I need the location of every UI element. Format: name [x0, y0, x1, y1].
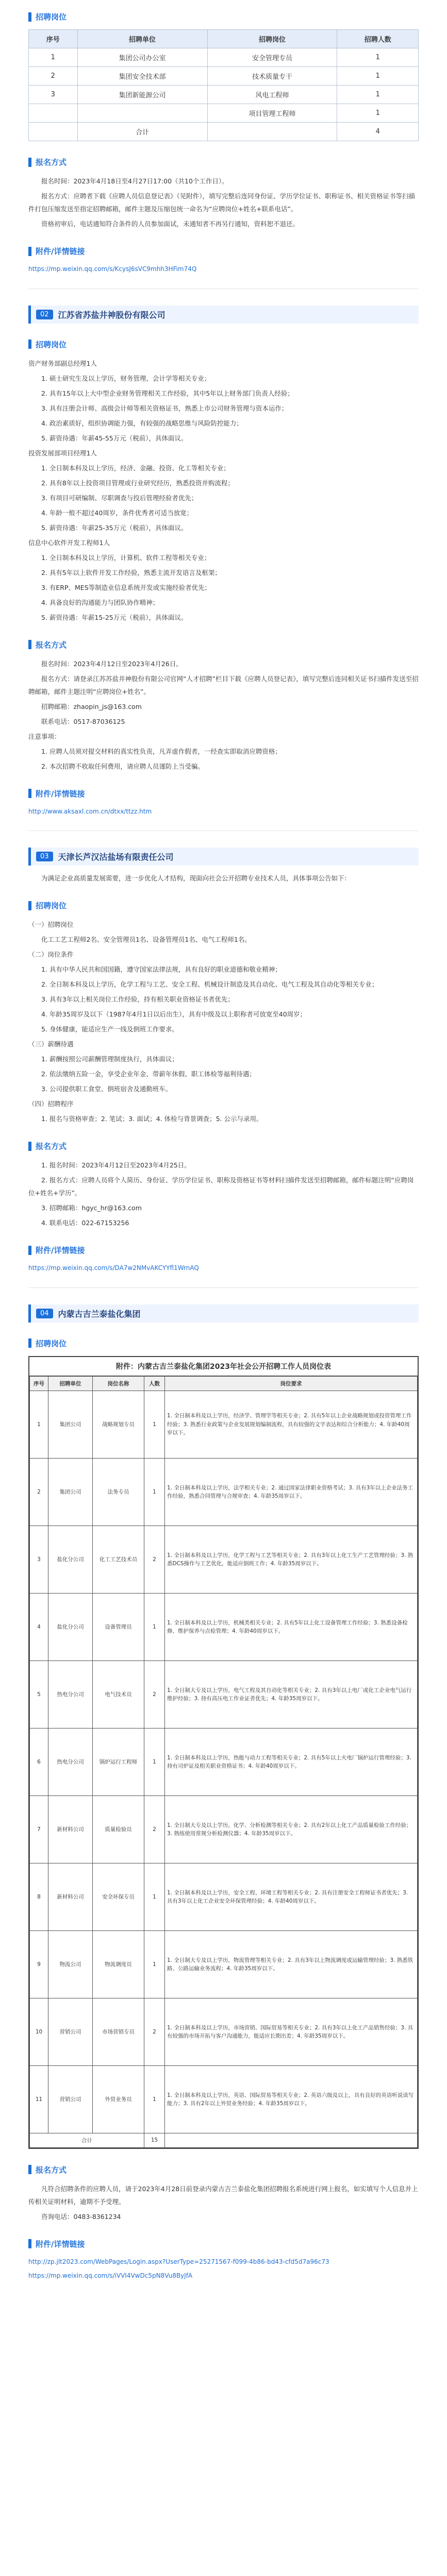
table-cell: 3 [30, 1526, 48, 1593]
paragraph: 1. 报名与资格审查；2. 笔试；3. 面试；4. 体检与背景调查；5. 公示与录用。 [41, 1115, 263, 1123]
paragraph: 4. 具备良好的沟通能力与团队协作精神； [41, 598, 159, 606]
section-bar [28, 1338, 31, 1348]
paragraph: 联系电话：0517-87036125 [41, 717, 125, 725]
table-header-cell: 序号 [30, 1376, 48, 1391]
table-cell: 1. 全日制本科及以上学历，法学相关专业；2. 通过国家法律职业资格考试；3. 具有3年以上企业法务工作经验，熟悉合同管理与合规审查；4. 年龄35周岁以下。 [165, 1458, 418, 1526]
paragraph: 5. 身体健康，能适应生产一线及倒班工作要求。 [41, 1025, 178, 1033]
table-cell: 安全环保专员 [93, 1863, 144, 1930]
table-cell: 营销公司 [48, 2065, 93, 2133]
table-cell: 1 [144, 2065, 165, 2133]
table-cell: 5 [30, 1660, 48, 1728]
table-cell: 1 [337, 104, 419, 123]
company-number: 02 [36, 310, 53, 319]
table-row [30, 1728, 418, 1795]
paragraph: 4. 年龄35周岁及以下（1987年4月1日以后出生），具有中级及以上职称者可放宽至40周岁； [41, 1010, 307, 1019]
table-row [29, 86, 419, 104]
company-name: 江苏省苏盐井神股份有限公司 [58, 310, 165, 320]
section-bar [28, 158, 31, 167]
table-cell: 7 [30, 1795, 48, 1863]
section-title: 附件/详情链接 [36, 1246, 85, 1256]
section-header [28, 639, 419, 650]
section-header [28, 339, 419, 350]
table-cell [207, 123, 337, 141]
table-cell: 集团安全技术部 [77, 67, 207, 86]
company-header [28, 1304, 419, 1323]
paragraph: 资产财务部副总经理1人 [28, 359, 97, 367]
paragraph: 3. 有项目可研编制、尽职调查与投后管理经验者优先； [41, 494, 198, 502]
paragraph: 2. 具有8年以上投资项目管理或行业研究经历，熟悉投资并购流程； [41, 479, 234, 487]
paragraph: 咨询电话：0483-8361234 [41, 2212, 121, 2221]
table-cell: 1. 全日制本科及以上学历，市场营销、国际贸易等相关专业；2. 具有3年以上化工产品销售经验；3. 具有较强的市场开拓与客户沟通能力，能适应长期出差；4. 年龄35周岁以下。 [165, 1998, 418, 2065]
paragraph: 3. 具有注册会计师、高级会计师等相关资格证书，熟悉上市公司财务管理与资本运作； [41, 404, 288, 412]
posts-text [28, 357, 419, 624]
table-cell: 1. 全日制大专及以上学历，物流管理等相关专业；2. 具有3年以上物流调度或运输管理经验；3. 熟悉铁路、公路运输业务流程；4. 年龄35周岁以下。 [165, 1930, 418, 1998]
table-cell: 合计 [77, 123, 207, 141]
section-title: 报名方式 [36, 640, 67, 650]
table-cell: 热电分公司 [48, 1660, 93, 1728]
paragraph: 4. 联系电话：022-67153256 [41, 1219, 129, 1227]
table-cell: 集团公司 [48, 1458, 93, 1526]
table-cell: 2 [30, 1458, 48, 1526]
posts-table [29, 1376, 418, 2148]
section-title: 招聘岗位 [36, 901, 67, 911]
paragraph: 1. 应聘人员须对提交材料的真实性负责，凡弄虚作假者，一经查实即取消应聘资格； [41, 747, 282, 755]
table-cell: 9 [30, 1930, 48, 1998]
table-cell: 锅炉运行工程师 [93, 1728, 144, 1795]
detail-link[interactable]: http://www.aksaxl.com.cn/dtxx/ttzz.htm [28, 807, 152, 815]
company-number: 03 [36, 852, 53, 861]
section-header [28, 157, 419, 167]
paragraph: 报名时间：2023年4月12日至2023年4月26日。 [41, 659, 183, 668]
table-cell: 1. 全日制本科及以上学历，经济学、管理学等相关专业；2. 具有5年以上企业战略规划或投资管理工作经验；3. 熟悉行业政策与企业发展规划编制流程，具有较强的文字表达和综合分析能力；4. 年龄40周岁以下。 [165, 1391, 418, 1458]
table-row [30, 1660, 418, 1728]
detail-link[interactable]: https://mp.weixin.qq.com/s/iVVI4VwDc5pN8Vu8ByJfA [28, 2272, 193, 2280]
table-cell: 1. 全日制大专及以上学历，化学、分析检测等相关专业；2. 具有2年以上化工产品质量检验工作经验；3. 熟练使用常规分析检测仪器；4. 年龄35周岁以下。 [165, 1795, 418, 1863]
table-cell: 设备管理员 [93, 1593, 144, 1660]
content [0, 11, 447, 2282]
table-header-cell: 招聘人数 [337, 30, 419, 48]
paragraph: 1. 具有中华人民共和国国籍，遵守国家法律法规，具有良好的职业道德和敬业精神； [41, 965, 282, 974]
posts-text [28, 918, 419, 1125]
section-title: 报名方式 [36, 2165, 67, 2175]
table-cell: 1 [144, 1458, 165, 1526]
paragraph: 信息中心软件开发工程师1人 [28, 538, 110, 547]
table-cell: 1. 全日制大专及以上学历，电气工程及其自动化等相关专业；2. 具有3年以上电厂或化工企业电气运行维护经验；3. 持有高压电工作业证者优先；4. 年龄35周岁以下。 [165, 1660, 418, 1728]
table-row [30, 1458, 418, 1526]
table-cell: 盐化分公司 [48, 1526, 93, 1593]
section-bar [28, 640, 31, 649]
method-text [28, 175, 419, 230]
method-text [28, 1159, 419, 1229]
table-row [30, 1391, 418, 1458]
table-cell [29, 104, 78, 123]
table-row [29, 67, 419, 86]
table-row [29, 48, 419, 67]
section-header [28, 900, 419, 911]
section-title: 招聘岗位 [36, 12, 67, 22]
table-cell: 技术质量专干 [207, 67, 337, 86]
table-cell: 1. 全日制本科及以上学历，安全工程、环境工程等相关专业；2. 具有注册安全工程师证书者优先；3. 具有3年以上化工企业安全环保管理经验；4. 年龄40周岁以下。 [165, 1863, 418, 1930]
section-header [28, 1338, 419, 1349]
table-cell: 1 [144, 1863, 165, 1930]
table-row [30, 1526, 418, 1593]
table-cell: 新材料公司 [48, 1795, 93, 1863]
company-number: 04 [36, 1309, 53, 1318]
section-title: 招聘岗位 [36, 340, 67, 349]
paragraph: 资格初审后，电话通知符合条件的人员参加面试，未通知者不再另行通知，资料恕不退还。 [41, 220, 300, 228]
table-cell: 1 [144, 1728, 165, 1795]
section-bar [28, 789, 31, 798]
paragraph: 2. 依法缴纳五险一金，享受企业年金、带薪年休假、职工体检等福利待遇； [41, 1070, 256, 1078]
table-cell: 风电工程师 [207, 86, 337, 104]
table-row [30, 1930, 418, 1998]
paragraph: 1. 薪酬按照公司薪酬管理制度执行，具体面议； [41, 1055, 178, 1063]
table-cell: 1 [144, 1391, 165, 1458]
table-cell: 1 [337, 67, 419, 86]
table-cell: 6 [30, 1728, 48, 1795]
section-bar [28, 1142, 31, 1151]
table-cell: 1 [337, 86, 419, 104]
section-header [28, 1141, 419, 1151]
intro-text: 为满足企业高质量发展需要，进一步优化人才结构，现面向社会公开招聘专业技术人员，具体事项公告如下： [41, 874, 351, 883]
paragraph: 1. 全日制本科及以上学历，计算机、软件工程等相关专业； [41, 553, 211, 562]
table-cell: 1. 全日制本科及以上学历，化学工程与工艺等相关专业；2. 具有3年以上化工生产工艺管理经验；3. 熟悉DCS操作与工艺优化，能适应倒班工作；4. 年龄35周岁以下。 [165, 1526, 418, 1593]
section-bar [28, 1246, 31, 1255]
paragraph: 报名方式：请登录江苏苏盐井神股份有限公司官网“人才招聘”栏目下载《应聘人员登记表》，填写完整后连同相关证书扫描件发送至招聘邮箱，邮件主题注明“应聘岗位+姓名”。 [28, 674, 419, 696]
paragraph: 投资发展部项目经理1人 [28, 449, 97, 457]
table-cell: 4 [337, 123, 419, 141]
paragraph: 4. 年龄一般不超过40周岁，条件优秀者可适当放宽； [41, 509, 193, 517]
table-cell: 新材料公司 [48, 1863, 93, 1930]
table-cell: 营销公司 [48, 1998, 93, 2065]
table-row [30, 1863, 418, 1930]
table-header-cell: 人数 [144, 1376, 165, 1391]
posts-table [28, 29, 419, 141]
table-row [29, 123, 419, 141]
paragraph: 招聘邮箱：zhaopin_js@163.com [41, 702, 142, 710]
detail-link[interactable]: https://mp.weixin.qq.com/s/DA7w2NMvAKCYYfl1WrnAQ [28, 1264, 199, 1272]
paragraph: （四）招聘程序 [28, 1100, 74, 1108]
table-cell: 1 [29, 48, 78, 67]
table-cell: 集团新能源公司 [77, 86, 207, 104]
table-header-cell: 岗位名称 [93, 1376, 144, 1391]
table-cell: 2 [144, 1526, 165, 1593]
table-row [30, 2133, 418, 2147]
table-cell: 15 [144, 2133, 165, 2147]
divider [28, 1287, 419, 1288]
table-header-cell: 岗位要求 [165, 1376, 418, 1391]
table-header-cell: 招聘岗位 [207, 30, 337, 48]
table-cell: 4 [30, 1593, 48, 1660]
table-header-cell: 序号 [29, 30, 78, 48]
table-cell: 1 [337, 48, 419, 67]
table-cell: 安全管理专员 [207, 48, 337, 67]
table-cell: 1 [144, 1930, 165, 1998]
paragraph: 报名时间：2023年4月18日至4月27日17:00（共10个工作日）。 [41, 177, 228, 185]
section-header [28, 788, 419, 799]
table-cell: 集团公司办公室 [77, 48, 207, 67]
table-row [30, 1998, 418, 2065]
table-cell: 热电分公司 [48, 1728, 93, 1795]
detail-link[interactable]: http://zp.jlt2023.com/WebPages/Login.aspx?UserType=25271567-f099-4b86-bd43-cfd5d7a96c73 [28, 2258, 329, 2265]
section-bar [28, 247, 31, 256]
section-title: 报名方式 [36, 1142, 67, 1151]
section-bar [28, 340, 31, 349]
paragraph: 报名方式：应聘者下载《应聘人员信息登记表》（见附件），填写完整后连同身份证、学历学位证书、职称证书、相关资格证书等扫描件打包压缩发送至指定招聘邮箱，邮件主题及压缩包统一命名为“应聘岗位+姓名+联系电话”。 [28, 192, 416, 213]
table-header-cell: 招聘单位 [77, 30, 207, 48]
section-header [28, 1245, 419, 1256]
paragraph: 注意事项： [28, 732, 61, 740]
table-row [30, 2065, 418, 2133]
paragraph: 3. 招聘邮箱：hgyc_hr@163.com [41, 1204, 142, 1212]
table-cell: 1. 全日制本科及以上学历，机械类相关专业；2. 具有5年以上化工设备管理工作经验；3. 熟悉设备检修、维护保养与点检管理；4. 年龄40周岁以下。 [165, 1593, 418, 1660]
paragraph: 2. 具有5年以上软件开发工作经验，熟悉主流开发语言及框架； [41, 568, 221, 577]
table-cell: 化工工艺技术员 [93, 1526, 144, 1593]
table-cell: 物流公司 [48, 1930, 93, 1998]
table-cell: 1. 全日制本科及以上学历，英语、国际贸易等相关专业；2. 英语六级及以上，具有良好的英语听说读写能力；3. 具有2年以上外贸业务经验；4. 年龄35周岁以下。 [165, 2065, 418, 2133]
table-cell: 1. 全日制本科及以上学历，热能与动力工程等相关专业；2. 具有5年以上火电厂锅炉运行管理经验；3. 持有司炉证及相关职业资格证书；4. 年龄40周岁以下。 [165, 1728, 418, 1795]
table-cell: 盐化分公司 [48, 1593, 93, 1660]
method-text [28, 2182, 419, 2223]
table-cell: 10 [30, 1998, 48, 2065]
paragraph: 5. 薪资待遇：年薪45-55万元（税前），具体面议。 [41, 434, 188, 442]
paragraph: 1. 报名时间：2023年4月12日至2023年4月25日。 [41, 1161, 191, 1170]
paragraph: 2. 本次招聘不收取任何费用，请应聘人员谨防上当受骗。 [41, 762, 204, 770]
paragraph: 2. 具有15年以上大中型企业财务管理相关工作经验，其中5年以上财务部门负责人经验； [41, 389, 294, 397]
section-title: 附件/详情链接 [36, 2239, 85, 2249]
paragraph: （三）薪酬待遇 [28, 1040, 74, 1048]
paragraph: 5. 薪资待遇：年薪15-25万元（税前），具体面议。 [41, 613, 188, 621]
section-title: 附件/详情链接 [36, 247, 85, 256]
paragraph: （一）招聘岗位 [28, 921, 74, 929]
table-row [29, 104, 419, 123]
paragraph: 3. 具有3年以上相关岗位工作经验，持有相关职业资格证书者优先； [41, 995, 234, 1004]
paragraph: （二）岗位条件 [28, 951, 74, 959]
table-cell: 8 [30, 1863, 48, 1930]
table-cell: 电气技术员 [93, 1660, 144, 1728]
company-name: 天津长芦汉沽盐场有限责任公司 [58, 852, 174, 862]
section-title: 附件/详情链接 [36, 789, 85, 799]
detail-link[interactable]: https://mp.weixin.qq.com/s/KcysJ6sVC9mhh3HFim74Q [28, 265, 197, 273]
table-title: 附件：内蒙古吉兰泰盐化集团2023年社会公开招聘工作人员岗位表 [29, 1357, 418, 1376]
table-header-cell: 招聘单位 [48, 1376, 93, 1391]
table-cell: 2 [144, 1660, 165, 1728]
paragraph: 化工工艺工程师2名、安全管理员1名、设备管理员1名、电气工程师1名。 [41, 936, 251, 944]
paragraph: 1. 全日制本科及以上学历，经济、金融、投资、化工等相关专业； [41, 464, 230, 472]
table-cell: 市场营销专员 [93, 1998, 144, 2065]
table-row [30, 1795, 418, 1863]
company-header [28, 848, 419, 866]
paragraph: 3. 公司提供职工食堂、倒班宿舍及通勤班车。 [41, 1085, 172, 1093]
table-cell: 物流调度员 [93, 1930, 144, 1998]
table-cell [77, 104, 207, 123]
section-header [28, 11, 419, 22]
company-name: 内蒙古吉兰泰盐化集团 [58, 1309, 141, 1319]
table-cell: 11 [30, 2065, 48, 2133]
section-header [28, 2164, 419, 2175]
table-cell: 2 [144, 1998, 165, 2065]
paragraph: 5. 薪资待遇：年薪25-35万元（税前），具体面议。 [41, 523, 188, 532]
table-cell: 集团公司 [48, 1391, 93, 1458]
section-bar [28, 2165, 31, 2174]
section-title: 报名方式 [36, 158, 67, 167]
paragraph: 3. 有ERP、MES等制造业信息系统开发或实施经验者优先； [41, 583, 211, 591]
paragraph: 4. 政治素质好，组织协调能力强，有较强的战略思维与风险防控能力； [41, 419, 243, 427]
company-header [28, 306, 419, 324]
paragraph: 2. 全日制本科及以上学历，化学工程与工艺、安全工程、机械设计制造及其自动化、电气工程及其自动化等相关专业； [41, 980, 378, 989]
table-cell: 2 [29, 67, 78, 86]
section-header [28, 2239, 419, 2249]
section-bar [28, 2239, 31, 2248]
section-bar [28, 901, 31, 910]
method-text [28, 657, 419, 773]
paragraph: 2. 报名方式：应聘人员将个人简历、身份证、学历学位证书、职称及资格证书等材料扫描件发送至招聘邮箱，邮件标题注明“应聘岗位+姓名+学历”。 [28, 1176, 414, 1197]
section-header [28, 246, 419, 257]
table-cell: 外贸业务员 [93, 2065, 144, 2133]
paragraph: 凡符合招聘条件的应聘人员，请于2023年4月28日前登录内蒙古吉兰泰盐化集团招聘报名系统进行网上报名，如实填写个人信息并上传相关证明材料，逾期不予受理。 [28, 2184, 418, 2206]
table-cell: 法务专员 [93, 1458, 144, 1526]
section-bar [28, 12, 31, 22]
posts-table-image [28, 1356, 419, 2149]
table-cell [29, 123, 78, 141]
table-row [30, 1593, 418, 1660]
table-cell: 战略规划专员 [93, 1391, 144, 1458]
table-cell: 2 [144, 1795, 165, 1863]
table-cell: 项目管理工程师 [207, 104, 337, 123]
section-title: 招聘岗位 [36, 1338, 67, 1348]
table-cell: 1 [144, 1593, 165, 1660]
table-cell: 质量检验员 [93, 1795, 144, 1863]
paragraph: 1. 硕士研究生及以上学历，财务管理、会计学等相关专业； [41, 374, 211, 382]
table-cell: 3 [29, 86, 78, 104]
table-cell: 1 [30, 1391, 48, 1458]
table-cell [165, 2133, 418, 2147]
table-cell: 合计 [30, 2133, 144, 2147]
